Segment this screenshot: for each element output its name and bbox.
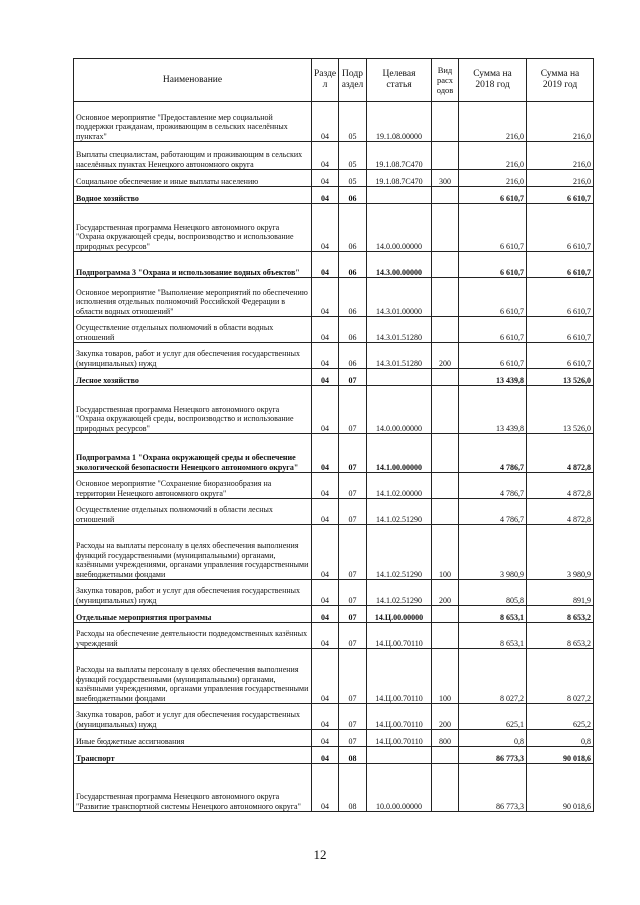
row-sum-2018: 4 786,7 [459, 434, 527, 473]
row-name: Закупка товаров, работ и услуг для обеспечения государственных (муниципальных) нужд [74, 580, 312, 606]
row-expense-type: 100 [432, 525, 459, 580]
row-target-article: 14.1.02.00000 [367, 473, 432, 499]
row-podrazdel: 07 [339, 525, 367, 580]
row-name: Основное мероприятие "Предоставление мер социальной поддержки гражданам, проживающим в сельских населённых пунктах" [74, 102, 312, 142]
row-sum-2018: 6 610,7 [459, 278, 527, 317]
row-podrazdel: 07 [339, 623, 367, 649]
row-target-article [367, 187, 432, 204]
row-target-article: 14.3.01.51280 [367, 317, 432, 343]
row-sum-2018: 4 786,7 [459, 499, 527, 525]
row-target-article [367, 747, 432, 764]
row-sum-2019: 13 526,0 [527, 386, 594, 434]
row-target-article: 14.3.01.51280 [367, 343, 432, 369]
row-sum-2019: 6 610,7 [527, 343, 594, 369]
row-sum-2018: 6 610,7 [459, 252, 527, 278]
header-vid: Вид расх одов [432, 59, 459, 102]
table-row [74, 252, 594, 278]
row-sum-2019: 3 980,9 [527, 525, 594, 580]
row-name: Основное мероприятие "Выполнение мероприятий по обеспечению исполнения отдельных полномочий Российской Федерации в области водных отношений" [74, 278, 312, 317]
row-expense-type: 300 [432, 170, 459, 187]
row-name: Транспорт [74, 747, 312, 764]
row-podrazdel: 06 [339, 204, 367, 252]
row-sum-2018: 805,8 [459, 580, 527, 606]
table-row [74, 606, 594, 623]
row-razdel: 04 [312, 747, 339, 764]
row-sum-2019: 216,0 [527, 102, 594, 142]
row-expense-type: 200 [432, 704, 459, 730]
row-target-article: 14.Ц.00.70110 [367, 623, 432, 649]
table-row [74, 747, 594, 764]
row-name: Государственная программа Ненецкого автономного округа "Развитие транспортной системы Ненецкого автономного округа" [74, 764, 312, 812]
row-podrazdel: 06 [339, 187, 367, 204]
table-row [74, 278, 594, 317]
row-podrazdel: 05 [339, 170, 367, 187]
row-target-article: 14.Ц.00.70110 [367, 730, 432, 747]
row-sum-2018: 13 439,8 [459, 386, 527, 434]
table-row [74, 730, 594, 747]
row-target-article: 14.3.00.00000 [367, 252, 432, 278]
row-target-article: 14.1.02.51290 [367, 525, 432, 580]
row-sum-2018: 8 027,2 [459, 649, 527, 704]
row-podrazdel: 05 [339, 142, 367, 170]
row-podrazdel: 06 [339, 278, 367, 317]
header-target: Целевая статья [367, 59, 432, 102]
row-sum-2019: 6 610,7 [527, 252, 594, 278]
row-target-article: 19.1.08.7С470 [367, 170, 432, 187]
row-target-article: 14.1.00.00000 [367, 434, 432, 473]
row-sum-2018: 216,0 [459, 142, 527, 170]
row-sum-2019: 0,8 [527, 730, 594, 747]
row-expense-type [432, 369, 459, 386]
row-expense-type [432, 187, 459, 204]
page-number: 12 [313, 847, 327, 862]
row-sum-2019: 8 653,2 [527, 606, 594, 623]
row-name: Водное хозяйство [74, 187, 312, 204]
row-expense-type [432, 606, 459, 623]
row-expense-type [432, 747, 459, 764]
row-podrazdel: 07 [339, 580, 367, 606]
row-razdel: 04 [312, 187, 339, 204]
row-sum-2019: 8 653,2 [527, 623, 594, 649]
table-row [74, 187, 594, 204]
row-name: Отдельные мероприятия программы [74, 606, 312, 623]
row-expense-type [432, 102, 459, 142]
row-name: Расходы на выплаты персоналу в целях обеспечения выполнения функций государственными (муниципальными) органами, казёнными учреждениями, органами управления государственными внебюджетными фондами [74, 649, 312, 704]
row-razdel: 04 [312, 102, 339, 142]
row-expense-type [432, 499, 459, 525]
row-sum-2019: 4 872,8 [527, 434, 594, 473]
row-expense-type: 200 [432, 343, 459, 369]
row-target-article: 19.1.08.7С470 [367, 142, 432, 170]
row-sum-2018: 86 773,3 [459, 747, 527, 764]
row-podrazdel: 07 [339, 369, 367, 386]
row-razdel: 04 [312, 623, 339, 649]
row-podrazdel: 07 [339, 649, 367, 704]
table-row [74, 704, 594, 730]
table-row [74, 170, 594, 187]
row-razdel: 04 [312, 764, 339, 812]
table-row [74, 580, 594, 606]
row-sum-2018: 6 610,7 [459, 343, 527, 369]
row-target-article: 14.3.01.00000 [367, 278, 432, 317]
row-sum-2018: 625,1 [459, 704, 527, 730]
row-sum-2019: 90 018,6 [527, 747, 594, 764]
row-expense-type [432, 623, 459, 649]
row-expense-type [432, 252, 459, 278]
row-razdel: 04 [312, 649, 339, 704]
header-podrazdel: Подр аздел [339, 59, 367, 102]
header-name: Наименование [74, 59, 312, 102]
row-target-article: 14.1.02.51290 [367, 499, 432, 525]
row-sum-2019: 216,0 [527, 170, 594, 187]
row-razdel: 04 [312, 369, 339, 386]
row-target-article: 14.0.00.00000 [367, 386, 432, 434]
row-podrazdel: 07 [339, 704, 367, 730]
row-podrazdel: 06 [339, 343, 367, 369]
row-razdel: 04 [312, 278, 339, 317]
row-sum-2019: 6 610,7 [527, 278, 594, 317]
row-sum-2018: 6 610,7 [459, 187, 527, 204]
row-sum-2018: 0,8 [459, 730, 527, 747]
budget-table [73, 58, 594, 812]
header-sum-2018: Сумма на 2018 год [459, 59, 527, 102]
row-podrazdel: 07 [339, 386, 367, 434]
row-sum-2019: 4 872,8 [527, 473, 594, 499]
row-sum-2018: 6 610,7 [459, 204, 527, 252]
row-name: Государственная программа Ненецкого автономного округа "Охрана окружающей среды, воспроизводство и использование природных ресурсов" [74, 386, 312, 434]
row-podrazdel: 07 [339, 473, 367, 499]
row-razdel: 04 [312, 170, 339, 187]
row-name: Расходы на выплаты персоналу в целях обеспечения выполнения функций государственными (муниципальными) органами, казёнными учреждениями, органами управления государственными внебюджетными фондами [74, 525, 312, 580]
header-razdel: Разде л [312, 59, 339, 102]
row-name: Расходы на обеспечение деятельности подведомственных казённых учреждений [74, 623, 312, 649]
row-sum-2018: 86 773,3 [459, 764, 527, 812]
table-row [74, 434, 594, 473]
row-sum-2019: 6 610,7 [527, 204, 594, 252]
row-target-article: 19.1.08.00000 [367, 102, 432, 142]
row-expense-type [432, 434, 459, 473]
row-podrazdel: 07 [339, 499, 367, 525]
row-razdel: 04 [312, 580, 339, 606]
row-razdel: 04 [312, 252, 339, 278]
row-name: Закупка товаров, работ и услуг для обеспечения государственных (муниципальных) нужд [74, 704, 312, 730]
row-sum-2019: 4 872,8 [527, 499, 594, 525]
row-name: Иные бюджетные ассигнования [74, 730, 312, 747]
row-target-article: 14.Ц.00.00000 [367, 606, 432, 623]
table-row [74, 499, 594, 525]
table-row [74, 369, 594, 386]
row-name: Государственная программа Ненецкого автономного округа "Охрана окружающей среды, воспроизводство и использование природных ресурсов" [74, 204, 312, 252]
row-expense-type: 800 [432, 730, 459, 747]
row-sum-2018: 216,0 [459, 170, 527, 187]
row-razdel: 04 [312, 730, 339, 747]
row-podrazdel: 07 [339, 730, 367, 747]
table-row [74, 764, 594, 812]
table-row [74, 525, 594, 580]
row-expense-type: 200 [432, 580, 459, 606]
row-name: Подпрограмма 1 "Охрана окружающей среды и обеспечение экологической безопасности Ненецкого автономного округа" [74, 434, 312, 473]
row-expense-type: 100 [432, 649, 459, 704]
row-sum-2019: 90 018,6 [527, 764, 594, 812]
table-row [74, 386, 594, 434]
row-sum-2018: 8 653,1 [459, 623, 527, 649]
table-row [74, 204, 594, 252]
header-sum-2019: Сумма на 2019 год [527, 59, 594, 102]
row-expense-type [432, 386, 459, 434]
row-podrazdel: 08 [339, 764, 367, 812]
row-expense-type [432, 764, 459, 812]
row-target-article: 14.Ц.00.70110 [367, 704, 432, 730]
row-sum-2018: 4 786,7 [459, 473, 527, 499]
row-razdel: 04 [312, 343, 339, 369]
row-razdel: 04 [312, 142, 339, 170]
table-row [74, 623, 594, 649]
row-name: Лесное хозяйство [74, 369, 312, 386]
row-sum-2018: 216,0 [459, 102, 527, 142]
row-expense-type [432, 142, 459, 170]
row-podrazdel: 05 [339, 102, 367, 142]
table-header-row [74, 59, 594, 102]
row-razdel: 04 [312, 204, 339, 252]
row-target-article [367, 369, 432, 386]
table-row [74, 343, 594, 369]
row-podrazdel: 07 [339, 606, 367, 623]
row-sum-2018: 3 980,9 [459, 525, 527, 580]
table-row [74, 317, 594, 343]
row-expense-type [432, 278, 459, 317]
row-sum-2018: 13 439,8 [459, 369, 527, 386]
row-razdel: 04 [312, 434, 339, 473]
row-podrazdel: 06 [339, 252, 367, 278]
row-razdel: 04 [312, 317, 339, 343]
row-razdel: 04 [312, 606, 339, 623]
row-name: Основное мероприятие "Сохранение биоразнообразия на территории Ненецкого автономного округа" [74, 473, 312, 499]
row-sum-2019: 625,2 [527, 704, 594, 730]
row-name: Осуществление отдельных полномочий в области водных отношений [74, 317, 312, 343]
row-name: Закупка товаров, работ и услуг для обеспечения государственных (муниципальных) нужд [74, 343, 312, 369]
row-target-article: 14.0.00.00000 [367, 204, 432, 252]
table-row [74, 649, 594, 704]
row-expense-type [432, 317, 459, 343]
row-razdel: 04 [312, 525, 339, 580]
row-target-article: 10.0.00.00000 [367, 764, 432, 812]
row-sum-2019: 891,9 [527, 580, 594, 606]
table-row [74, 102, 594, 142]
row-sum-2019: 6 610,7 [527, 187, 594, 204]
row-name: Подпрограмма 3 "Охрана и использование водных объектов" [74, 252, 312, 278]
row-sum-2019: 216,0 [527, 142, 594, 170]
row-name: Осуществление отдельных полномочий в области лесных отношений [74, 499, 312, 525]
row-sum-2019: 6 610,7 [527, 317, 594, 343]
row-expense-type [432, 204, 459, 252]
row-name: Социальное обеспечение и иные выплаты населению [74, 170, 312, 187]
row-razdel: 04 [312, 386, 339, 434]
row-podrazdel: 07 [339, 434, 367, 473]
row-sum-2019: 8 027,2 [527, 649, 594, 704]
row-razdel: 04 [312, 473, 339, 499]
row-razdel: 04 [312, 499, 339, 525]
row-podrazdel: 06 [339, 317, 367, 343]
row-sum-2018: 6 610,7 [459, 317, 527, 343]
row-name: Выплаты специалистам, работающим и проживающим в сельских населённых пунктах Ненецкого автономного округа [74, 142, 312, 170]
row-target-article: 14.Ц.00.70110 [367, 649, 432, 704]
row-target-article: 14.1.02.51290 [367, 580, 432, 606]
row-razdel: 04 [312, 704, 339, 730]
row-podrazdel: 08 [339, 747, 367, 764]
row-sum-2018: 8 653,1 [459, 606, 527, 623]
row-sum-2019: 13 526,0 [527, 369, 594, 386]
table-row [74, 473, 594, 499]
table-row [74, 142, 594, 170]
row-expense-type [432, 473, 459, 499]
